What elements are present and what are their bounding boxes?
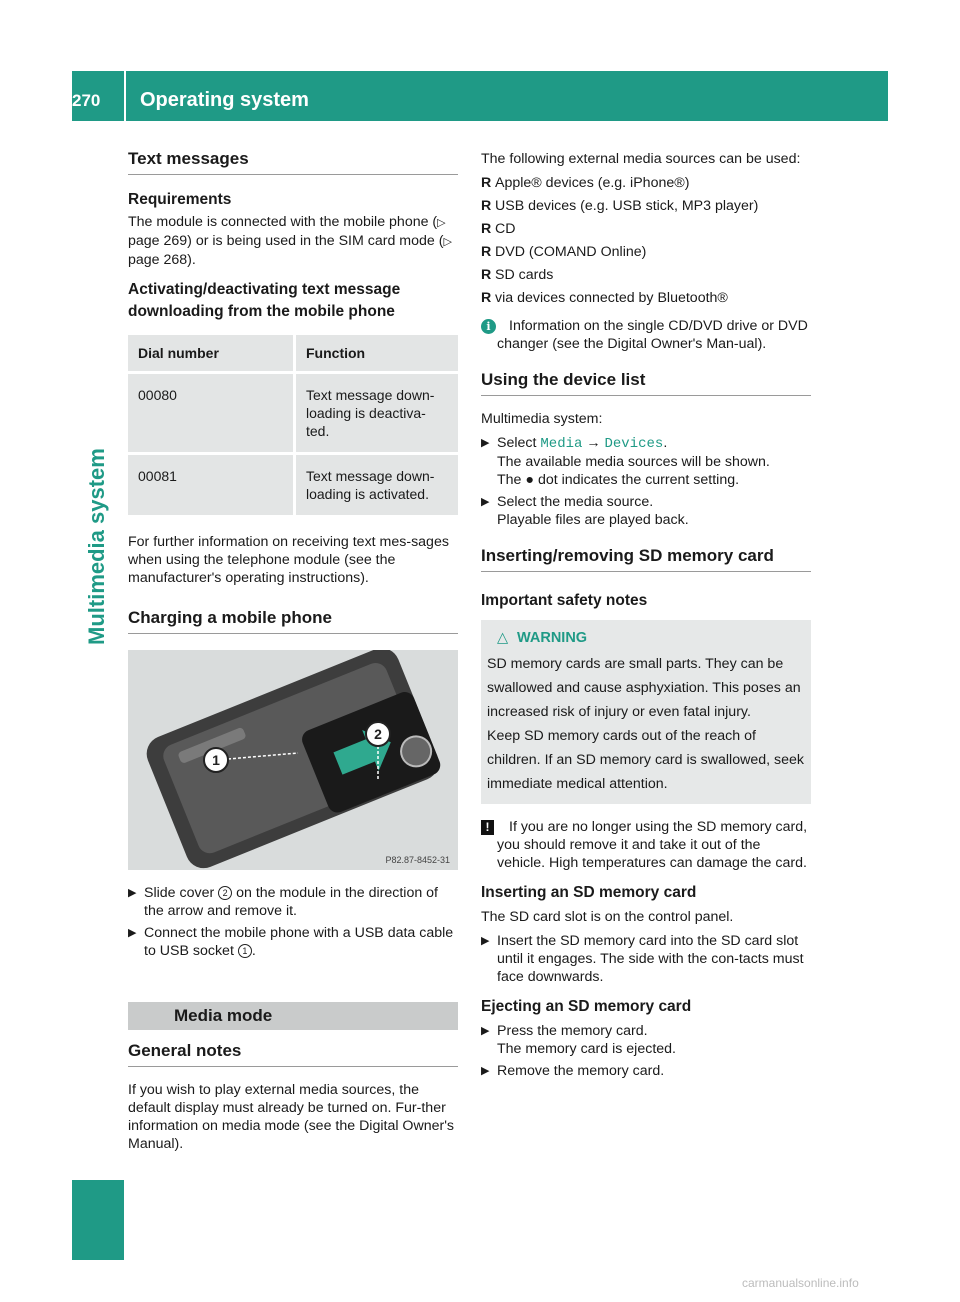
page-title: Operating system bbox=[140, 89, 309, 111]
table-cell-dial: 00081 bbox=[128, 452, 296, 515]
bullet-icon: R bbox=[481, 198, 492, 214]
step-text: Press the memory card. bbox=[497, 1023, 648, 1039]
page-number: 270 bbox=[72, 91, 101, 110]
safety-heading: Important safety notes bbox=[481, 592, 648, 609]
source-text: DVD (COMAND Online) bbox=[495, 244, 647, 260]
right-column bbox=[481, 150, 811, 1080]
menu-arrow: → bbox=[586, 435, 601, 451]
eject-step-2 bbox=[481, 1062, 811, 1080]
device-list-step-1 bbox=[481, 434, 811, 489]
page-ref-icon: ▷ bbox=[443, 236, 452, 248]
callout-1: 1 bbox=[212, 752, 220, 768]
table-cell-function: Text message down-loading is activated. bbox=[296, 452, 458, 515]
step-text: on the module in the direction of the arrow and remove it. bbox=[144, 885, 439, 919]
menu-devices[interactable]: Devices bbox=[604, 436, 664, 452]
step-text: . bbox=[251, 943, 256, 959]
source-text: Apple® devices (e.g. iPhone®) bbox=[495, 175, 690, 191]
step-text: Insert the SD memory card into the SD card slot until it engages. The side with the con-tacts must face downwards. bbox=[497, 933, 804, 985]
charging-step-1 bbox=[128, 884, 458, 920]
step-arrow-icon: ▶ bbox=[128, 887, 137, 899]
bullet-icon: R bbox=[481, 290, 492, 306]
side-tab-block bbox=[72, 1180, 124, 1260]
figure-code: P82.87-8452-31 bbox=[385, 855, 450, 865]
info-note bbox=[481, 317, 811, 353]
step-arrow-icon: ▶ bbox=[481, 437, 490, 449]
list-item bbox=[481, 174, 811, 192]
step-arrow-icon: ▶ bbox=[481, 1065, 490, 1077]
step-text: Connect the mobile phone with a USB data cable to USB socket bbox=[144, 925, 454, 959]
bullet-icon: R bbox=[481, 175, 492, 191]
dial-number-table bbox=[128, 335, 458, 515]
charging-step-2 bbox=[128, 924, 458, 960]
table-header-function: Function bbox=[296, 335, 458, 371]
dot-icon: ● bbox=[525, 472, 534, 488]
device-list-step-2 bbox=[481, 493, 811, 529]
source-text: CD bbox=[495, 221, 516, 237]
caution-note bbox=[481, 818, 811, 872]
general-notes-text: If you wish to play external media sources, the default display must already be turned on. Fur-ther information on media mode (see the Digital Owner's Manual). bbox=[128, 1082, 455, 1152]
step-result: The memory card is ejected. bbox=[497, 1041, 676, 1057]
source-text: USB devices (e.g. USB stick, MP3 player) bbox=[495, 198, 759, 214]
step-arrow-icon: ▶ bbox=[481, 496, 490, 508]
warning-text-2: Keep SD memory cards out of the reach of children. If an SD memory card is swallowed, seek immediate medical attention. bbox=[487, 728, 804, 792]
step-text: Select bbox=[497, 435, 537, 451]
list-item bbox=[481, 289, 811, 307]
step-result: The bbox=[497, 472, 522, 488]
requirements-ref-2[interactable]: page 268). bbox=[128, 252, 196, 268]
caution-icon: ! bbox=[481, 820, 494, 835]
step-arrow-icon: ▶ bbox=[128, 927, 137, 939]
list-item bbox=[481, 243, 811, 261]
side-chapter-label-text: Multimedia system bbox=[84, 448, 109, 645]
bullet-icon: R bbox=[481, 267, 492, 283]
requirements-ref-1[interactable]: page 269) or is being used in the SIM card mode ( bbox=[128, 233, 444, 249]
activating-heading: Activating/deactivating text message downloading from the mobile phone bbox=[128, 281, 401, 320]
text-messages-heading: Text messages bbox=[128, 150, 458, 175]
callout-1-icon: 1 bbox=[238, 944, 252, 958]
insert-text: The SD card slot is on the control panel. bbox=[481, 909, 734, 925]
source-text: via devices connected by Bluetooth® bbox=[495, 290, 728, 306]
multimedia-system-label: Multimedia system: bbox=[481, 411, 603, 427]
eject-heading: Ejecting an SD memory card bbox=[481, 998, 692, 1015]
insert-heading: Inserting an SD memory card bbox=[481, 884, 697, 901]
step-text: . bbox=[663, 435, 668, 451]
bullet-icon: R bbox=[481, 221, 492, 237]
header-divider bbox=[124, 71, 126, 121]
list-item bbox=[481, 220, 811, 238]
step-result: dot indicates the current setting. bbox=[537, 472, 740, 488]
device-list-heading: Using the device list bbox=[481, 371, 811, 396]
charging-illustration bbox=[128, 650, 458, 870]
usb-module-drawing bbox=[128, 650, 458, 870]
list-item bbox=[481, 266, 811, 284]
step-arrow-icon: ▶ bbox=[481, 935, 490, 947]
eject-step-1 bbox=[481, 1022, 811, 1058]
table-cell-dial: 00080 bbox=[128, 371, 296, 452]
charging-heading: Charging a mobile phone bbox=[128, 609, 458, 634]
media-mode-box: Media mode bbox=[128, 1002, 458, 1030]
table-header-row bbox=[128, 335, 458, 371]
general-notes-heading: General notes bbox=[128, 1042, 458, 1067]
warning-box bbox=[481, 620, 811, 804]
warning-icon: △ bbox=[497, 630, 509, 646]
info-icon: i bbox=[481, 319, 496, 334]
step-result: The available media sources will be shown. bbox=[497, 454, 770, 470]
sd-card-heading: Inserting/removing SD memory card bbox=[481, 547, 811, 572]
sources-intro: The following external media sources can be used: bbox=[481, 151, 801, 167]
step-text: Remove the memory card. bbox=[497, 1063, 665, 1079]
side-chapter-label bbox=[84, 448, 109, 645]
warning-text-1: SD memory cards are small parts. They can be swallowed and cause asphyxiation. This poses an increased risk of injury or even fatal injury. bbox=[487, 656, 801, 720]
insert-step bbox=[481, 932, 811, 986]
source-text: SD cards bbox=[495, 267, 554, 283]
table-row bbox=[128, 371, 458, 452]
bullet-icon: R bbox=[481, 244, 492, 260]
table-row bbox=[128, 452, 458, 515]
warning-title bbox=[497, 628, 805, 648]
list-item bbox=[481, 197, 811, 215]
page-ref-icon: ▷ bbox=[437, 217, 446, 229]
callout-2: 2 bbox=[374, 726, 382, 742]
left-column bbox=[128, 150, 458, 1153]
caution-note-text: If you are no longer using the SD memory card, you should remove it and take it out of the vehicle. High temperatures can damage the card. bbox=[497, 819, 808, 871]
requirements-text bbox=[128, 213, 458, 269]
step-result: Playable files are played back. bbox=[497, 512, 689, 528]
step-arrow-icon: ▶ bbox=[481, 1025, 490, 1037]
menu-media[interactable]: Media bbox=[540, 436, 583, 452]
step-text: Select the media source. bbox=[497, 494, 654, 510]
callout-2-icon: 2 bbox=[218, 886, 232, 900]
table-header-dial: Dial number bbox=[128, 335, 296, 371]
info-note-text: Information on the single CD/DVD drive or DVD changer (see the Digital Owner's Man-ual). bbox=[497, 318, 808, 352]
table-cell-function: Text message down-loading is deactiva-ted. bbox=[296, 371, 458, 452]
requirements-heading: Requirements bbox=[128, 191, 232, 208]
watermark: carmanualsonline.info bbox=[742, 1276, 859, 1290]
further-info-text: For further information on receiving text mes-sages when using the telephone module (see the manufacturer's operating instructions). bbox=[128, 534, 449, 586]
step-text: Slide cover bbox=[144, 885, 215, 901]
warning-title-text: WARNING bbox=[517, 630, 588, 646]
requirements-text-1: The module is connected with the mobile phone ( bbox=[128, 214, 438, 230]
